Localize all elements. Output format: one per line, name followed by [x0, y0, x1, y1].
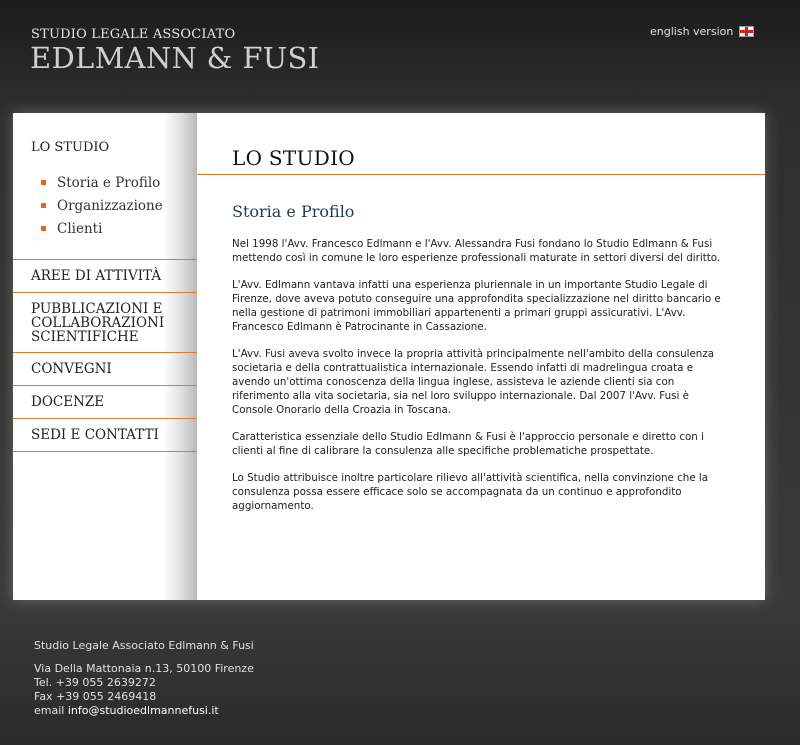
sidebar	[13, 113, 197, 600]
bullet-icon	[41, 226, 46, 231]
footer-company: Studio Legale Associato Edlmann & Fusi	[34, 639, 254, 652]
bullet-icon	[41, 203, 46, 208]
subnav-item-storia-e-profilo[interactable]	[41, 171, 163, 194]
email-link[interactable]: info@studioedlmannefusi.it	[67, 704, 219, 717]
content-area	[197, 113, 765, 600]
nav-item-pubblicazioni[interactable]: PUBBLICAZIONI E COLLABORAZIONI SCIENTIFICHE	[13, 292, 197, 352]
paragraph: Lo Studio attribuisce inoltre particolare rilievo all'attività scientifica, nella convinzione che la consulenza possa essere efficace solo se accompagnata da un continuo e approfondito aggiornamento.	[232, 472, 709, 512]
main-panel	[13, 113, 765, 600]
body-text	[232, 237, 732, 526]
footer-fax: Fax +39 055 2469418	[34, 690, 157, 703]
subnav-item-organizzazione[interactable]	[41, 194, 163, 217]
footer-email	[34, 704, 254, 718]
nav-item-docenze[interactable]: DOCENZE	[13, 385, 197, 418]
subnav-item-label[interactable]: Storia e Profilo	[57, 174, 161, 191]
language-link-label[interactable]: english version	[650, 25, 734, 38]
subnav-item-clienti[interactable]	[41, 217, 163, 240]
english-version-link[interactable]	[650, 25, 754, 38]
bullet-icon	[41, 180, 46, 185]
paragraph: L'Avv. Edlmann vantava infatti una esperienza pluriennale in un importante Studio Legale di Firenze, dove aveva potuto conseguire una approfondita specializzazione nel diritto bancario e nella gestione di patrimoni immobiliari appartenenti a primari gruppi assicurativi. L'Avv. Francesco Edlmann è Patrocinante in Cassazione.	[232, 279, 721, 333]
footer-address: Via Della Mattonaia n.13, 50100 Firenze	[34, 662, 254, 675]
section-title: Storia e Profilo	[232, 202, 355, 221]
footer-tel: Tel. +39 055 2639272	[34, 676, 156, 689]
nav-item-aree-di-attivita[interactable]: AREE DI ATTIVITÀ	[13, 259, 197, 292]
main-nav	[13, 259, 197, 452]
page-title: LO STUDIO	[232, 146, 355, 170]
nav-item-sedi-e-contatti[interactable]: SEDI E CONTATTI	[13, 418, 197, 452]
paragraph: L'Avv. Fusi aveva svolto invece la propria attività principalmente nell'ambito della consulenza societaria e della contrattualistica internazionale. Essendo infatti di madrelingua croata e avendo un'ottima conoscenza della lingua inglese, assisteva le aziende clienti sia con riferimento alla vita societaria, sia nel loro sviluppo internazionale. Dal 2007 l'Avv. Fusi è Console Onorario della Croazia in Toscana.	[232, 348, 715, 416]
subnav-item-label[interactable]: Organizzazione	[57, 197, 163, 214]
title-divider	[197, 174, 765, 175]
site-subtitle: STUDIO LEGALE ASSOCIATO	[31, 27, 236, 42]
uk-flag-icon[interactable]	[739, 26, 754, 37]
paragraph: Caratteristica essenziale dello Studio Edlmann & Fusi è l'approccio personale e diretto con i clienti al fine di calibrare la consulenza alle specifiche problematiche prospettate.	[232, 431, 704, 457]
nav-item-lo-studio[interactable]: LO STUDIO	[31, 140, 110, 155]
footer-email-label: email	[34, 704, 65, 717]
paragraph: Nel 1998 l'Avv. Francesco Edlmann e l'Avv. Alessandra Fusi fondano lo Studio Edlmann & Fusi mettendo così in comune le loro esperienze professionali maturate in settori diversi del diritto.	[232, 238, 721, 264]
site-title[interactable]: EDLMANN & FUSI	[30, 41, 320, 75]
site-footer	[34, 639, 254, 718]
nav-item-convegni[interactable]: CONVEGNI	[13, 352, 197, 385]
subnav	[41, 171, 163, 240]
subnav-item-label[interactable]: Clienti	[57, 220, 103, 237]
